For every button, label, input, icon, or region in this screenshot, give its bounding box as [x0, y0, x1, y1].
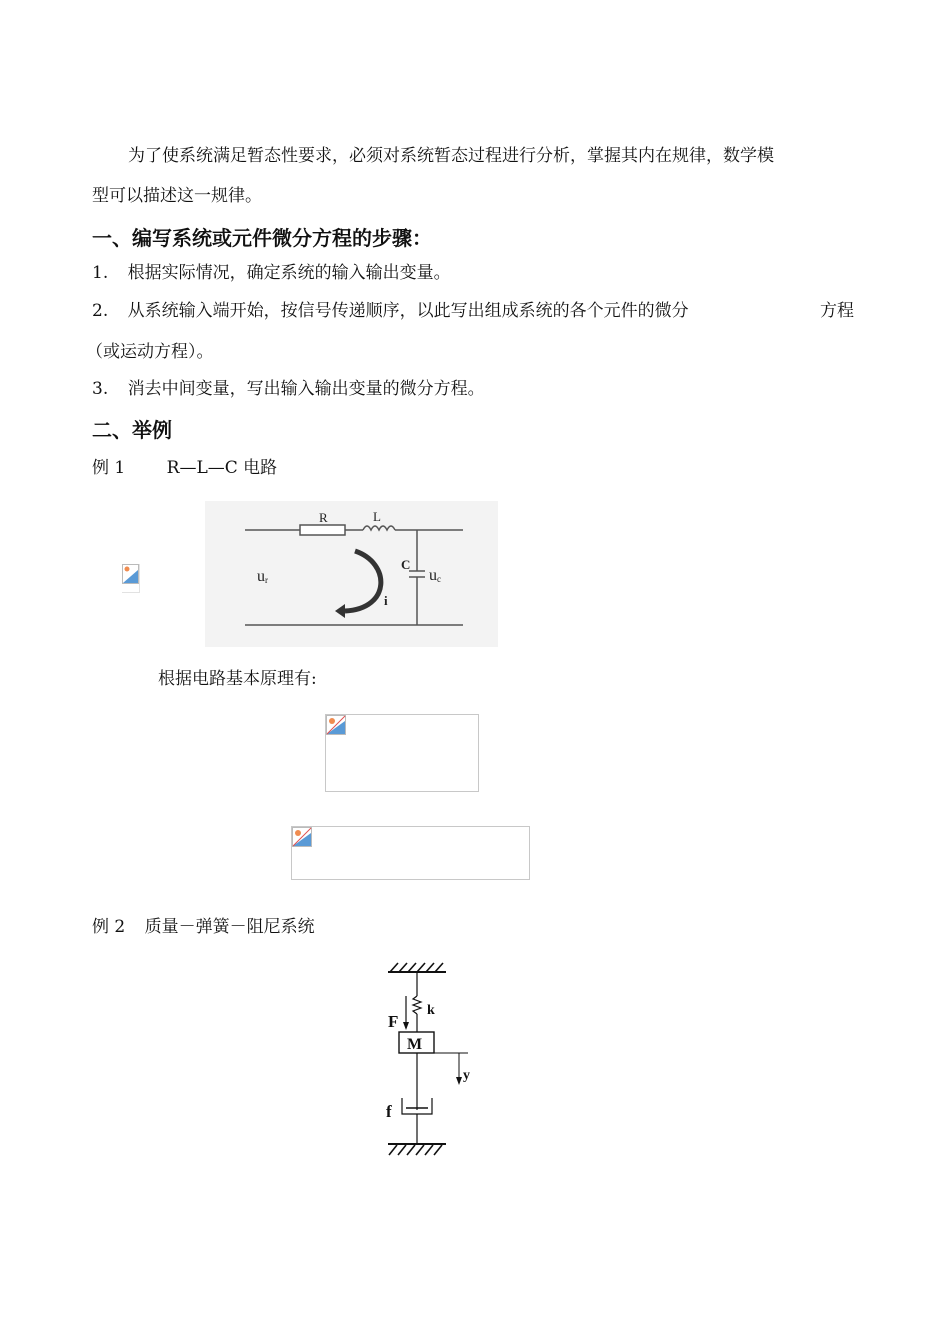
bottom-ground-hatch	[389, 1145, 442, 1155]
step-2	[92, 299, 689, 323]
resistor-label: R	[319, 510, 328, 525]
equation-image-2	[291, 826, 530, 880]
step-1	[92, 261, 451, 285]
step-1-text: 根据实际情况，确定系统的输入输出变量。	[127, 263, 451, 283]
intro-line-2: 型可以描述这一规律。	[92, 186, 262, 206]
circuit-basis-text: 根据电路基本原理有:	[158, 669, 317, 689]
broken-image-icon	[122, 564, 142, 584]
step-2-continuation: （或运动方程）。	[86, 342, 214, 362]
displacement-label: y	[463, 1068, 470, 1083]
mass-spring-damper-diagram	[378, 958, 488, 1163]
step-2-tail: 方程	[820, 301, 854, 321]
equation-image-1	[325, 714, 479, 792]
input-voltage-label: ur	[257, 568, 268, 585]
rlc-circuit-diagram	[205, 501, 498, 647]
mass-spring-damper-svg	[378, 958, 488, 1163]
capacitor-label: C	[401, 557, 411, 572]
inductor-label: L	[373, 509, 381, 524]
step-2-number: 2.	[92, 301, 109, 321]
example-2-title	[92, 915, 315, 939]
example-2-label: 例 2	[92, 917, 126, 937]
spring-label: k	[427, 1003, 435, 1018]
broken-image-small	[122, 564, 140, 593]
intro-line-1: 为了使系统满足暂态性要求，必须对系统暂态过程进行分析，掌握其内在规律，数学模	[128, 146, 774, 166]
force-label: F	[388, 1012, 399, 1031]
section-2-heading: 二、举例	[92, 418, 172, 442]
step-3	[92, 377, 485, 401]
example-2-name: 质量－弹簧－阻尼系统	[144, 917, 315, 937]
step-2-text: 从系统输入端开始，按信号传递顺序，以此写出组成系统的各个元件的微分	[127, 301, 689, 321]
resistor-shape	[300, 525, 345, 535]
mass-label: M	[407, 1036, 423, 1053]
example-1-title	[92, 456, 277, 480]
top-ground-hatch	[390, 963, 443, 972]
example-1-label: 例 1	[92, 458, 126, 478]
current-arrow	[345, 551, 381, 611]
broken-image-icon	[292, 827, 312, 847]
broken-image-icon	[326, 715, 346, 735]
current-label: i	[384, 593, 388, 608]
output-voltage-label: uc	[429, 567, 441, 584]
section-1-heading: 一、编写系统或元件微分方程的步骤：	[92, 226, 432, 250]
spring-shape	[413, 996, 421, 1014]
rlc-circuit-svg	[205, 501, 498, 647]
damper-label: f	[386, 1102, 392, 1121]
example-1-name: R—L—C 电路	[166, 458, 278, 478]
step-1-number: 1.	[92, 263, 109, 283]
step-3-number: 3.	[92, 379, 109, 399]
inductor-shape	[363, 526, 395, 530]
step-3-text: 消去中间变量，写出输入输出变量的微分方程。	[127, 379, 485, 399]
